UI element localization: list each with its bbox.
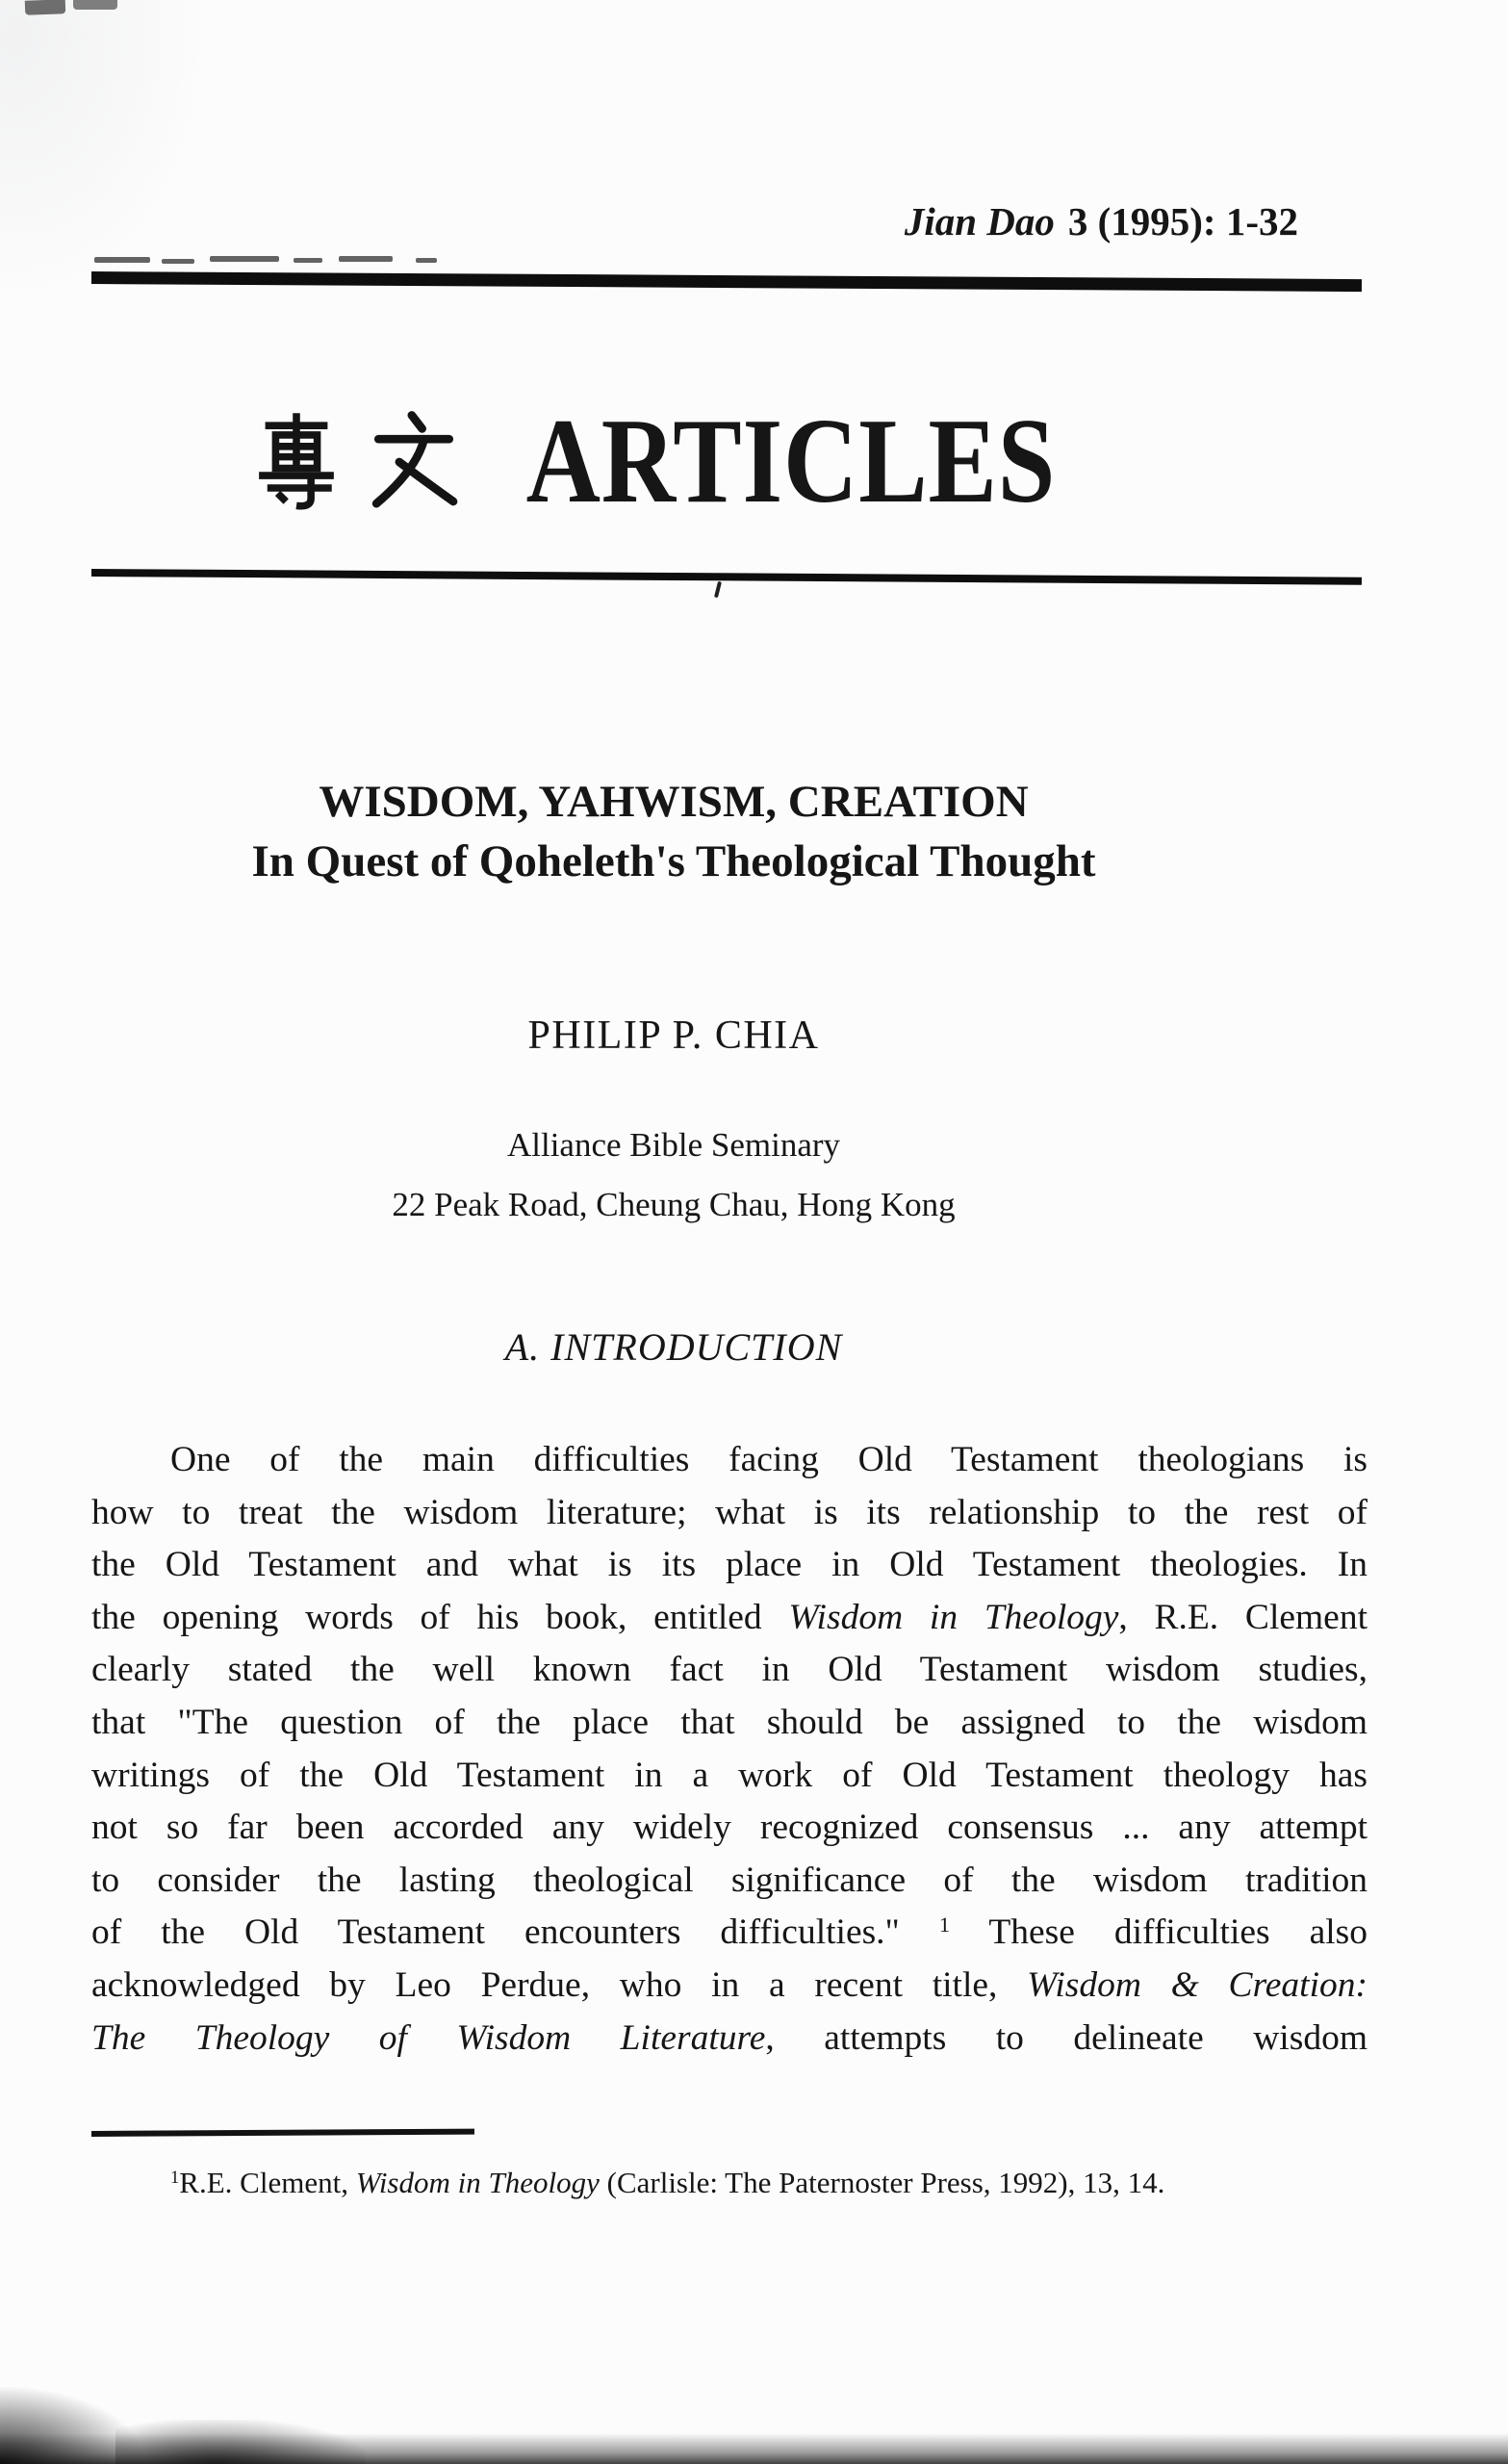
body-line: how to treat the wisdom literature; what is its relationship to the rest of [91, 1492, 1367, 1532]
header-rule [91, 271, 1362, 292]
section-banner [58, 381, 1290, 543]
article-title-line1: WISDOM, YAHWISM, CREATION [319, 777, 1029, 827]
body-paragraph [91, 1434, 1367, 2065]
affiliation-address: 22 Peak Road, Cheung Chau, Hong Kong [392, 1186, 956, 1223]
body-line: The Theology of Wisdom Literature, attempts to delineate wisdom [91, 2017, 1367, 2058]
banner-rule [91, 569, 1362, 585]
body-line: acknowledged by Leo Perdue, who in a recent title, Wisdom & Creation: [91, 1964, 1367, 2005]
affiliation-institution: Alliance Bible Seminary [506, 1126, 841, 1164]
scan-mark-top-left-2 [73, 0, 117, 10]
scan-mark-top-left-1 [25, 0, 65, 15]
cjk-wen-glyph-icon [362, 405, 466, 519]
author-name: PHILIP P. CHIA [527, 1014, 820, 1058]
body-line: writings of the Old Testament in a work of Old Testament theology has [91, 1755, 1367, 1795]
journal-citation: Jian Dao 3 (1995): 1-32 [904, 199, 1298, 244]
body-line: clearly stated the well known fact in Old Testament wisdom studies, [91, 1650, 1367, 1690]
scan-noise-dash [339, 256, 393, 262]
article-title-line2: In Quest of Qoheleth's Theological Thought [251, 836, 1096, 886]
cjk-zhuan-glyph-icon [244, 405, 348, 519]
body-line: not so far been accorded any widely recognized consensus ... any attempt [91, 1808, 1367, 1848]
scan-noise-dash [94, 257, 150, 263]
section-heading-introduction: A. INTRODUCTION [504, 1325, 843, 1369]
footnote-citation: $^1$R.E. Clement, Wisdom in Theology (Carlisle: The Paternoster Press, 1992), 13, 14. [170, 2166, 1165, 2199]
body-line: the opening words of his book, entitled Wisdom in Theology, R.E. Clement [91, 1597, 1367, 1637]
body-line: to consider the lasting theological significance of the wisdom tradition [91, 1860, 1367, 1900]
body-line: of the Old Testament encounters difficulties." $^1$ These difficulties also [91, 1912, 1367, 1953]
scan-noise-dash [162, 259, 194, 264]
scan-noise-dash [416, 258, 437, 263]
body-line: that "The question of the place that should be assigned to the wisdom [91, 1702, 1367, 1742]
body-line: One of the main difficulties facing Old Testament theologians is [170, 1440, 1367, 1479]
scan-shadow-bottom-left-2 [115, 2420, 366, 2464]
articles-banner-label: ARTICLES [525, 395, 1057, 528]
scan-artifact-tick [714, 581, 722, 598]
scan-noise-dash [294, 258, 322, 263]
footnote-rule [91, 2129, 474, 2137]
scan-noise-dash [210, 256, 279, 262]
body-line: the Old Testament and what is its place in Old Testament theologies. In [91, 1545, 1367, 1585]
